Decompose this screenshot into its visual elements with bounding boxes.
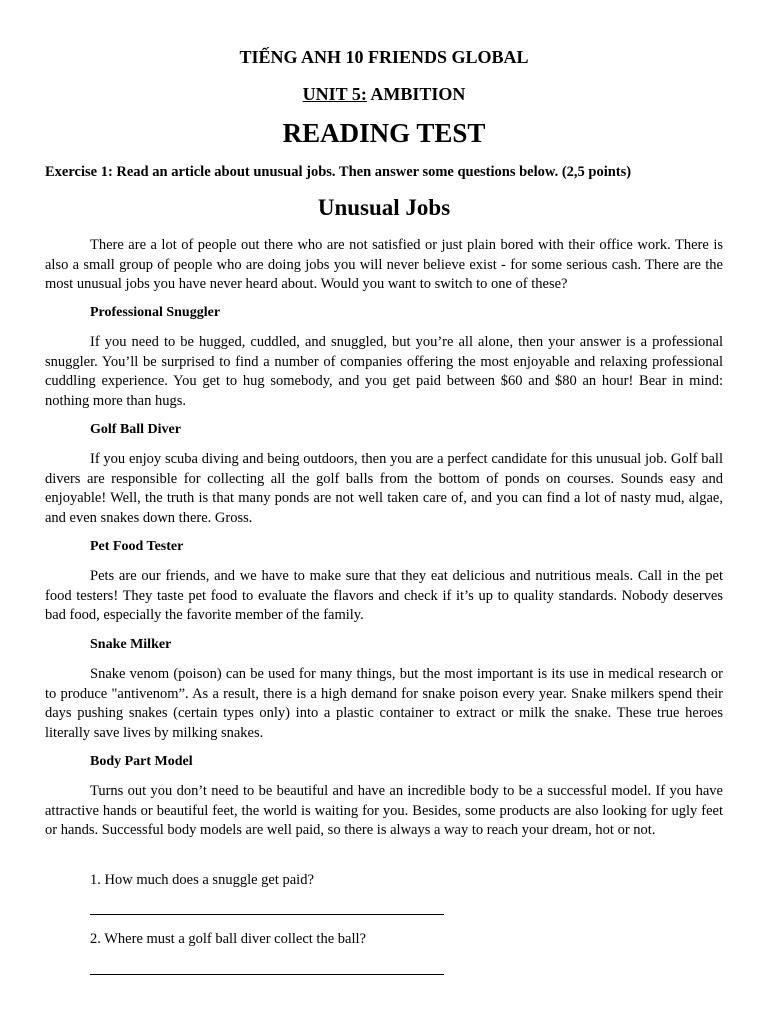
answer-line-2[interactable] [90, 974, 444, 975]
unit-label: UNIT 5: [302, 84, 367, 104]
answer-line-1[interactable] [90, 914, 444, 915]
test-title: READING TEST [282, 118, 486, 148]
intro-paragraph: There are a lot of people out there who are not satisfied or just plain bored with their office work. There is also a small group of people who are doing jobs you will never believe exist - for some serious cash. There are the most unusual jobs you have never heard about. Would you want to switch to one of these? [45, 237, 723, 292]
section-text-snuggler: If you need to be hugged, cuddled, and snuggled, but you’re all alone, then your answer is a professional snuggler. You’ll be surprised to find a number of companies offering the most enjoyable and relaxing professional cuddling experience. You get to hug somebody, and you get paid between $60 and $80 an hour! Bear in mind: nothing more than hugs. [45, 334, 723, 409]
question-1: 1. How much does a snuggle get paid? [90, 872, 314, 888]
series-title: TIẾNG ANH 10 FRIENDS GLOBAL [239, 47, 529, 67]
question-2: 2. Where must a golf ball diver collect the ball? [90, 931, 366, 947]
article-title: Unusual Jobs [317, 195, 451, 220]
section-heading-pet-food: Pet Food Tester [90, 539, 184, 554]
section-text-snake-milker: Snake venom (poison) can be used for many things, but the most important is its use in medical research or to produce "antivenom”. As a result, there is a high demand for snake poison every year. Snake milkers spend their days pushing snakes (certain types only) into a plastic container to extract or milk the snake. These true heroes literally save lives by milking snakes. [45, 666, 723, 741]
section-text-golf-diver: If you enjoy scuba diving and being outdoors, then you are a perfect candidate for this unusual job. Golf ball divers are responsible for collecting all the golf balls from the bottom of ponds on courses. Sounds easy and enjoyable! Well, the truth is that many ponds are not well taken care of, and you can find a lot of nasty mud, algae, and even snakes down there. Gross. [45, 451, 723, 526]
section-heading-body-model: Body Part Model [90, 754, 193, 769]
section-heading-snake-milker: Snake Milker [90, 637, 172, 652]
unit-heading [0, 84, 768, 105]
section-heading-golf-diver: Golf Ball Diver [90, 422, 181, 437]
exercise-instruction: Exercise 1: Read an article about unusual jobs. Then answer some questions below. (2,5 points) [45, 164, 632, 180]
unit-title: AMBITION [366, 84, 466, 104]
section-heading-snuggler: Professional Snuggler [90, 305, 221, 320]
section-text-pet-food: Pets are our friends, and we have to make sure that they eat delicious and nutritious meals. Call in the pet food testers! They taste pet food to evaluate the flavors and check if it’s up to quality standards. Nobody deserves bad food, especially the favorite member of the family. [45, 568, 723, 623]
section-text-body-model: Turns out you don’t need to be beautiful and have an incredible body to be a successful model. If you have attractive hands or beautiful feet, the world is waiting for you. Besides, some products are also looking for ugly feet or hands. Successful body models are well paid, so there is always a way to reach your dream, hot or not. [45, 783, 723, 838]
